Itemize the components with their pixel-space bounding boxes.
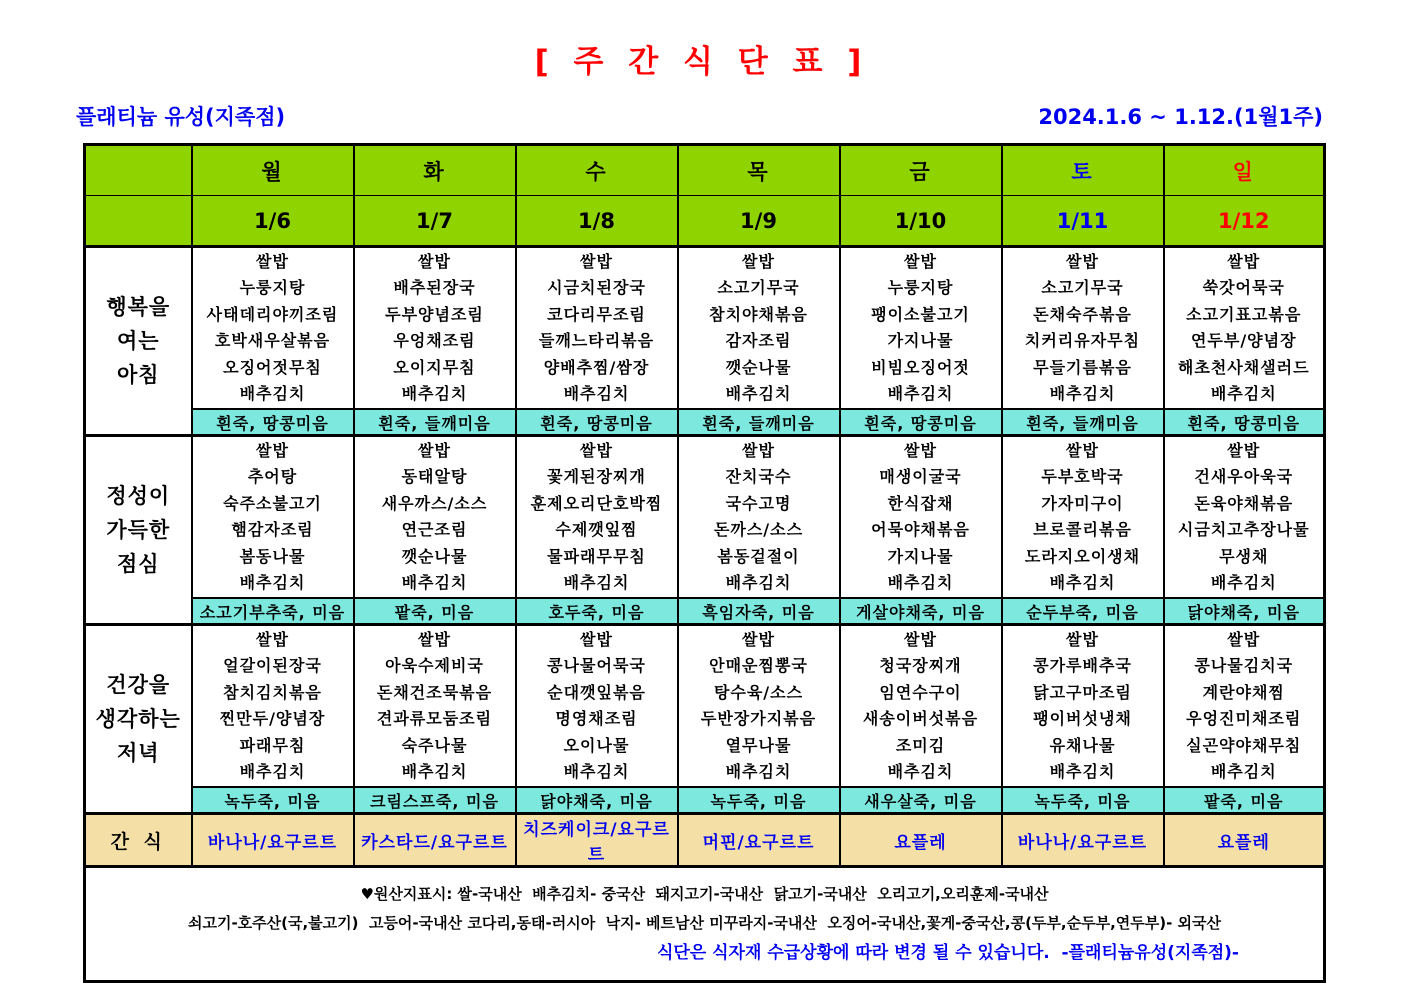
- date-0: 1/6: [254, 208, 291, 233]
- menu-item: 새우까스/소스: [381, 493, 488, 513]
- menu-item: 햄감자조림: [231, 520, 314, 539]
- menu-item: 쌀밥: [580, 629, 613, 649]
- menu-item: 소고기표고볶음: [1186, 304, 1302, 324]
- menu-item: 가지나물: [887, 331, 954, 350]
- menu-item: 견과류모둠조림: [376, 709, 493, 728]
- day-header-cell: [192, 145, 354, 196]
- menu-item: 돈채건조묵볶음: [376, 682, 493, 702]
- menu-item: 우엉진미채조림: [1186, 709, 1302, 728]
- snack-label-cell: [85, 814, 192, 867]
- meal-plan-table: [83, 143, 1326, 983]
- menu-item: 쌀밥: [256, 629, 289, 649]
- menu-item: 쌀밥: [742, 251, 775, 271]
- menu-item: 쌀밥: [1066, 629, 1099, 649]
- menu-item: 배추김치: [563, 384, 630, 403]
- snack-cell-0: [192, 814, 354, 867]
- menu-item: 오이지무침: [393, 357, 476, 377]
- menu-item: 콩나물김치국: [1194, 656, 1294, 675]
- meal-section-label-line: 저녁: [116, 741, 160, 765]
- day-name-0: 월: [261, 159, 284, 184]
- snack-cell-4: [840, 814, 1002, 867]
- porridge-cell-2-1: 크림스프죽, 미음: [354, 787, 516, 814]
- menu-item: 배추김치: [1210, 384, 1277, 403]
- porridge-cell-0-1: 흰죽, 들깨미음: [354, 409, 516, 436]
- menu-cell-2-1: [354, 625, 516, 788]
- porridge-cell-0-5: 흰죽, 들깨미음: [1002, 409, 1164, 436]
- menu-cell-0-6: [1164, 247, 1325, 410]
- footer-cell: [85, 867, 1325, 982]
- menu-cell-2-4: [840, 625, 1002, 788]
- meal-menu-row-2: [85, 625, 1325, 788]
- meal-section-label-2: [85, 625, 192, 814]
- menu-cell-1-0: [192, 436, 354, 599]
- menu-item: 쌀밥: [742, 440, 775, 460]
- date-corner-cell: [85, 196, 192, 247]
- meal-menu-row-1: [85, 436, 1325, 599]
- menu-item: 무들기름볶음: [1033, 357, 1132, 377]
- menu-item: 열무나물: [725, 735, 792, 755]
- menu-item: 배추김치: [1210, 573, 1277, 592]
- menu-item: 수제깻잎찜: [555, 520, 638, 539]
- menu-cell-0-0: [192, 247, 354, 410]
- meal-section-label-line: 건강을: [106, 673, 171, 697]
- menu-item: 쌀밥: [904, 629, 937, 649]
- meal-section-label-line: 점심: [116, 552, 160, 576]
- date-cell: [516, 196, 678, 247]
- menu-item: 계란야채찜: [1202, 682, 1285, 702]
- menu-item: 닭고구마조림: [1033, 682, 1132, 702]
- menu-item: 물파래무무침: [547, 546, 646, 566]
- snack-value-4: 요플레: [894, 832, 947, 853]
- porridge-row-2: [85, 787, 1325, 814]
- menu-item: 배추김치: [725, 384, 792, 403]
- menu-item: 배추김치: [401, 384, 468, 403]
- menu-item: 돈채숙주볶음: [1033, 304, 1132, 324]
- menu-cell-1-1: [354, 436, 516, 599]
- footer-row: [85, 867, 1325, 982]
- porridge-cell-1-2: 호두죽, 미음: [516, 598, 678, 625]
- menu-item: 쌀밥: [418, 440, 451, 460]
- menu-cell-1-4: [840, 436, 1002, 599]
- porridge-cell-0-4: 흰죽, 땅콩미음: [840, 409, 1002, 436]
- porridge-cell-0-0: 흰죽, 땅콩미음: [192, 409, 354, 436]
- menu-item: 돈육야채볶음: [1194, 493, 1294, 513]
- day-header-cell: [1164, 145, 1325, 196]
- menu-item: 쑥갓어묵국: [1202, 278, 1285, 297]
- menu-item: 한식잡채: [887, 493, 954, 513]
- menu-item: 찐만두/양념장: [219, 709, 326, 728]
- menu-cell-1-6: [1164, 436, 1325, 599]
- menu-item: 배추김치: [563, 762, 630, 781]
- day-header-row: [85, 145, 1325, 196]
- menu-item: 쌀밥: [1227, 251, 1261, 271]
- menu-item: 배추김치: [1210, 762, 1277, 781]
- menu-item: 배추김치: [887, 384, 954, 403]
- menu-item: 들깨느타리볶음: [538, 331, 655, 350]
- menu-item: 안매운찜뽕국: [709, 656, 808, 675]
- meal-section-label-1: [85, 436, 192, 625]
- meal-section-label-line: 아침: [116, 363, 160, 387]
- date-cell: [192, 196, 354, 247]
- menu-item: 누룽지탕: [887, 278, 954, 297]
- menu-item: 배추김치: [1049, 573, 1116, 592]
- day-header-cell: [678, 145, 840, 196]
- meal-plan-body: [85, 145, 1325, 982]
- menu-item: 배추김치: [725, 573, 792, 592]
- menu-item: 매생이굴국: [879, 467, 962, 486]
- menu-item: 추어탕: [247, 467, 298, 486]
- date-row: [85, 196, 1325, 247]
- snack-cell-6: [1164, 814, 1325, 867]
- menu-item: 임연수구이: [879, 682, 962, 702]
- menu-item: 배추김치: [1049, 384, 1116, 403]
- date-4: 1/10: [894, 208, 947, 233]
- day-name-6: 일: [1232, 159, 1255, 184]
- day-header-cell: [840, 145, 1002, 196]
- porridge-cell-1-6: 닭야채죽, 미음: [1164, 598, 1325, 625]
- menu-item: 오이나물: [563, 735, 630, 755]
- menu-item: 잔치국수: [725, 467, 792, 486]
- day-name-3: 목: [747, 159, 770, 184]
- snack-row: [85, 814, 1325, 867]
- menu-item: 브로콜리볶음: [1033, 520, 1132, 539]
- date-cell: [354, 196, 516, 247]
- meal-section-label-line: 행복을: [106, 295, 171, 319]
- menu-item: 무생채: [1219, 546, 1269, 566]
- menu-item: 비빔오징어젓: [871, 357, 970, 377]
- porridge-cell-0-3: 흰죽, 들깨미음: [678, 409, 840, 436]
- porridge-cell-1-0: 소고기부추죽, 미음: [192, 598, 354, 625]
- menu-item: 순대깻잎볶음: [547, 682, 646, 702]
- menu-item: 코다리무조림: [547, 304, 646, 324]
- menu-item: 우엉채조림: [393, 331, 476, 350]
- porridge-cell-2-5: 녹두죽, 미음: [1002, 787, 1164, 814]
- day-name-4: 금: [909, 159, 932, 184]
- menu-cell-1-2: [516, 436, 678, 599]
- menu-item: 쌀밥: [1066, 251, 1099, 271]
- snack-value-3: 머핀/요구르트: [702, 832, 815, 853]
- menu-item: 국수고명: [725, 493, 792, 513]
- menu-item: 배추김치: [239, 573, 306, 592]
- menu-item: 돈까스/소스: [713, 520, 804, 539]
- menu-item: 쌀밥: [256, 251, 289, 271]
- menu-item: 콩가루배추국: [1033, 656, 1132, 675]
- date-2: 1/8: [578, 208, 615, 233]
- snack-cell-2: [516, 814, 678, 867]
- menu-item: 가지나물: [887, 546, 954, 566]
- change-notice: 식단은 식자재 수급상황에 따라 변경 될 수 있습니다. -플래티늄유성(지족점)-: [656, 943, 1239, 963]
- date-range: 2024.1.6 ~ 1.12.(1월1주): [1038, 105, 1323, 129]
- snack-value-6: 요플레: [1217, 832, 1270, 853]
- menu-item: 감자조림: [725, 331, 792, 350]
- menu-item: 쌀밥: [418, 629, 451, 649]
- date-cell: [840, 196, 1002, 247]
- menu-cell-2-0: [192, 625, 354, 788]
- menu-item: 배추김치: [239, 384, 306, 403]
- day-header-cell: [354, 145, 516, 196]
- menu-item: 쌀밥: [256, 440, 289, 460]
- menu-item: 배추김치: [563, 573, 630, 592]
- menu-item: 치커리유자무침: [1024, 331, 1141, 350]
- menu-item: 해초천사채샐러드: [1177, 357, 1310, 377]
- menu-item: 훈제오리단호박찜: [530, 493, 663, 513]
- porridge-cell-2-4: 새우살죽, 미음: [840, 787, 1002, 814]
- menu-item: 배추김치: [725, 762, 792, 781]
- menu-item: 가자미구이: [1041, 493, 1124, 513]
- menu-item: 누룽지탕: [239, 278, 306, 297]
- menu-item: 두반장가지볶음: [700, 709, 817, 728]
- snack-cell-1: [354, 814, 516, 867]
- meal-section-label-0: [85, 247, 192, 436]
- menu-item: 명영채조림: [555, 709, 638, 728]
- meal-section-label-line: 정성이: [106, 484, 171, 508]
- snack-value-2: 치즈케이크/요구르트: [523, 820, 670, 865]
- menu-item: 배추김치: [1049, 762, 1116, 781]
- menu-item: 배추김치: [239, 762, 306, 781]
- menu-item: 배추김치: [887, 573, 954, 592]
- day-name-1: 화: [423, 159, 446, 184]
- menu-item: 배추김치: [401, 762, 468, 781]
- menu-cell-2-6: [1164, 625, 1325, 788]
- menu-item: 조미김: [895, 735, 946, 755]
- day-header-cell: [1002, 145, 1164, 196]
- corner-cell: [85, 145, 192, 196]
- origin-note-line1: ♥원산지표시: 쌀-국내산 배추김치- 중국산 돼지고기-국내산 닭고기-국내산 오리고기,오리훈제-국내산: [360, 885, 1049, 903]
- meal-section-label-line: 생각하는: [95, 707, 181, 731]
- porridge-row-1: [85, 598, 1325, 625]
- porridge-cell-2-0: 녹두죽, 미음: [192, 787, 354, 814]
- meal-section-label-line: 여는: [116, 329, 160, 353]
- porridge-cell-2-2: 닭야채죽, 미음: [516, 787, 678, 814]
- snack-value-0: 바나나/요구르트: [207, 832, 338, 853]
- meal-menu-row-0: [85, 247, 1325, 410]
- menu-item: 숙주나물: [401, 735, 468, 755]
- menu-item: 오징어젓무침: [223, 357, 322, 377]
- menu-item: 어묵야채볶음: [871, 520, 970, 539]
- menu-item: 쌀밥: [904, 440, 937, 460]
- menu-item: 쌀밥: [580, 251, 613, 271]
- origin-note-line2: 쇠고기-호주산(국,불고기) 고등어-국내산 코다리,동태-러시아 낙지- 베트남산 미꾸라지-국내산 오징어-국내산,꽃게-중국산,콩(두부,순두부,연두부)- 외국산: [187, 914, 1222, 932]
- menu-item: 참치김치볶음: [223, 682, 322, 702]
- menu-item: 봄동겉절이: [717, 546, 800, 566]
- menu-item: 배추된장국: [393, 278, 476, 297]
- menu-item: 실곤약야채무침: [1186, 735, 1302, 755]
- meal-section-label-line: 가득한: [106, 518, 171, 542]
- date-6: 1/12: [1217, 208, 1270, 233]
- snack-label: 간 식: [110, 830, 166, 853]
- page-title: [ 주 간 식 단 표 ]: [534, 44, 869, 80]
- menu-item: 쌀밥: [418, 251, 451, 271]
- date-cell: [1002, 196, 1164, 247]
- menu-cell-0-2: [516, 247, 678, 410]
- menu-item: 쌀밥: [904, 251, 937, 271]
- menu-item: 배추김치: [401, 573, 468, 592]
- menu-cell-2-2: [516, 625, 678, 788]
- menu-cell-1-5: [1002, 436, 1164, 599]
- day-name-5: 토: [1071, 159, 1094, 184]
- porridge-cell-1-5: 순두부죽, 미음: [1002, 598, 1164, 625]
- porridge-cell-1-4: 게살야채죽, 미음: [840, 598, 1002, 625]
- menu-item: 깻순나물: [401, 546, 468, 566]
- menu-item: 연두부/양념장: [1190, 331, 1297, 350]
- menu-cell-2-3: [678, 625, 840, 788]
- menu-cell-0-3: [678, 247, 840, 410]
- subheader: [76, 101, 1323, 131]
- menu-item: 참치야채볶음: [709, 304, 808, 324]
- menu-item: 쌀밥: [1227, 440, 1261, 460]
- menu-item: 숙주소불고기: [223, 493, 322, 513]
- menu-item: 소고기무국: [1041, 278, 1124, 297]
- date-cell: [1164, 196, 1325, 247]
- menu-cell-0-5: [1002, 247, 1164, 410]
- menu-item: 두부양념조림: [385, 304, 484, 324]
- menu-item: 두부호박국: [1041, 467, 1124, 486]
- snack-cell-3: [678, 814, 840, 867]
- menu-item: 콩나물어묵국: [547, 656, 646, 675]
- menu-item: 탕수육/소스: [713, 682, 804, 702]
- menu-item: 봄동나물: [239, 546, 306, 566]
- snack-value-5: 바나나/요구르트: [1017, 832, 1148, 853]
- menu-item: 시금치고추장나물: [1177, 520, 1310, 539]
- porridge-cell-0-2: 흰죽, 땅콩미음: [516, 409, 678, 436]
- menu-item: 연근조림: [401, 520, 468, 539]
- menu-item: 쌀밥: [1066, 440, 1099, 460]
- menu-cell-0-4: [840, 247, 1002, 410]
- porridge-cell-1-3: 흑임자죽, 미음: [678, 598, 840, 625]
- porridge-cell-0-6: 흰죽, 땅콩미음: [1164, 409, 1325, 436]
- porridge-cell-2-6: 팥죽, 미음: [1164, 787, 1325, 814]
- day-name-2: 수: [585, 159, 608, 184]
- menu-item: 호박새우살볶음: [214, 331, 331, 350]
- porridge-row-0: [85, 409, 1325, 436]
- menu-item: 유채나물: [1049, 735, 1116, 755]
- menu-item: 동태알탕: [401, 467, 468, 486]
- date-5: 1/11: [1056, 208, 1109, 233]
- menu-item: 쌀밥: [1227, 629, 1261, 649]
- menu-item: 건새우아욱국: [1194, 467, 1294, 486]
- menu-item: 파래무침: [239, 735, 306, 755]
- store-name: 플래티늄 유성(지족점): [76, 105, 286, 129]
- menu-item: 쌀밥: [580, 440, 613, 460]
- menu-item: 얼갈이된장국: [223, 656, 322, 675]
- porridge-cell-1-1: 팥죽, 미음: [354, 598, 516, 625]
- menu-cell-1-3: [678, 436, 840, 599]
- menu-item: 팽이버섯냉채: [1033, 709, 1132, 728]
- menu-item: 양배추찜/쌈장: [543, 357, 650, 377]
- menu-item: 새송이버섯볶음: [862, 709, 979, 728]
- menu-item: 팽이소불고기: [871, 304, 970, 324]
- day-header-cell: [516, 145, 678, 196]
- menu-item: 도라지오이생채: [1024, 546, 1141, 566]
- menu-item: 소고기무국: [717, 278, 800, 297]
- snack-value-1: 카스타드/요구르트: [361, 832, 508, 853]
- menu-item: 쌀밥: [742, 629, 775, 649]
- date-cell: [678, 196, 840, 247]
- menu-item: 청국장찌개: [879, 656, 962, 675]
- menu-cell-0-1: [354, 247, 516, 410]
- date-3: 1/9: [740, 208, 777, 233]
- menu-item: 깻순나물: [725, 357, 792, 377]
- menu-item: 아욱수제비국: [385, 656, 484, 675]
- menu-item: 사태데리야끼조림: [206, 304, 339, 324]
- snack-cell-5: [1002, 814, 1164, 867]
- menu-cell-2-5: [1002, 625, 1164, 788]
- porridge-cell-2-3: 녹두죽, 미음: [678, 787, 840, 814]
- menu-item: 시금치된장국: [547, 278, 646, 297]
- menu-item: 배추김치: [887, 762, 954, 781]
- date-1: 1/7: [416, 208, 453, 233]
- menu-item: 꽃게된장찌개: [547, 467, 646, 486]
